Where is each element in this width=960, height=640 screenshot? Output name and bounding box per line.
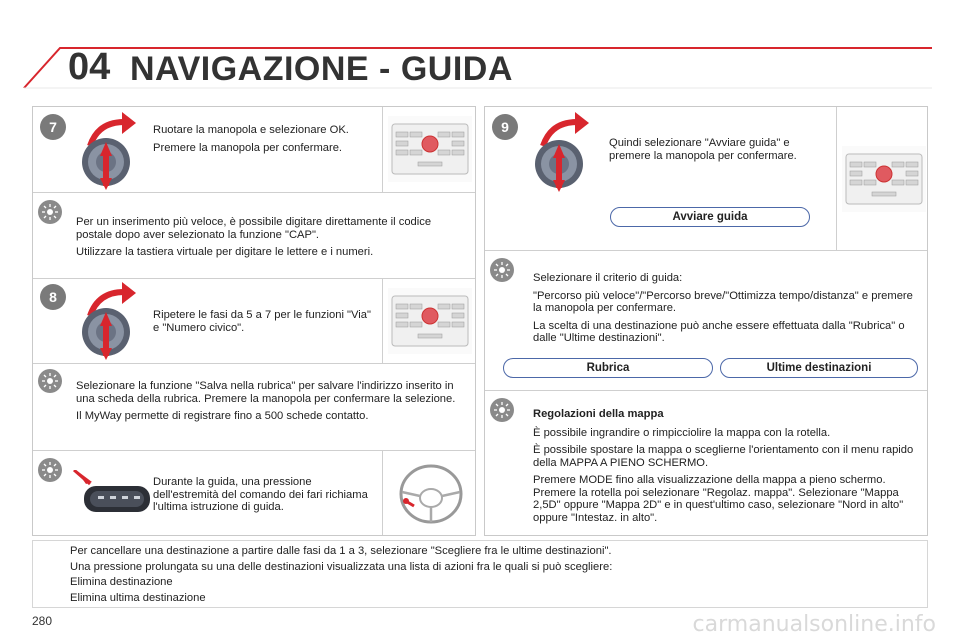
divider <box>485 390 927 391</box>
map-settings-title: Regolazioni della mappa <box>533 408 664 420</box>
divider <box>382 451 383 535</box>
step7-text <box>153 124 373 159</box>
radio-unit-icon <box>842 146 926 212</box>
step9-text <box>609 137 819 167</box>
watermark: carmanualsonline.info <box>692 612 936 637</box>
ultime-destinazioni-button[interactable]: Ultime destinazioni <box>720 358 918 378</box>
bottom-line: Elimina destinazione <box>70 576 173 588</box>
step9-line: Quindi selezionare "Avviare guida" e premere la manopola per confermare. <box>609 137 797 162</box>
tip2-text <box>76 380 466 428</box>
tip2-line: Il MyWay permette di registrare fino a 500 schede contatto. <box>76 410 369 422</box>
page-title: NAVIGAZIONE - GUIDA <box>130 50 513 88</box>
tip1-line: Per un inserimento più veloce, è possibile digitare direttamente il codice postale dopo aver selezionato la funzione "CAP". <box>76 216 432 241</box>
step-badge-7: 7 <box>40 114 66 140</box>
divider <box>382 279 383 363</box>
tip1-text <box>76 216 456 264</box>
step7-line: Premere la manopola per confermare. <box>153 141 343 154</box>
step-badge-8: 8 <box>40 284 66 310</box>
step8-text <box>153 309 373 339</box>
rotary-knob-icon <box>525 112 605 192</box>
radio-unit-icon <box>388 116 472 182</box>
rotary-knob-icon <box>72 282 152 360</box>
divider <box>33 192 475 193</box>
bottom-line: Elimina ultima destinazione <box>70 591 206 604</box>
rotary-knob-icon <box>72 112 152 190</box>
tip1-line: Utilizzare la tastiera virtuale per digitare le lettere e i numeri. <box>76 246 374 258</box>
divider <box>33 278 475 279</box>
right-tip2-text <box>533 408 918 529</box>
tip3-text <box>153 476 378 519</box>
divider <box>382 107 383 192</box>
avviare-guida-button[interactable]: Avviare guida <box>610 207 810 227</box>
divider <box>836 107 837 250</box>
step7-line: Ruotare la manopola e selezionare OK. <box>153 124 349 136</box>
step8-line: Ripetere le fasi da 5 a 7 per le funzioni "Via" e "Numero civico". <box>153 309 371 334</box>
tip-lightbulb-icon <box>490 258 514 282</box>
bottom-line: Una pressione prolungata su una delle destinazioni visualizzata una lista di azioni fra le quali si può scegliere: <box>70 560 613 573</box>
tip-lightbulb-icon <box>38 200 62 224</box>
right-tip2-line: È possibile ingrandire o rimpicciolire la mappa con la rotella. <box>533 426 831 439</box>
right-tip2-line: Premere MODE fino alla visualizzazione della mappa a pieno schermo. Premere la rotella poi selezionare "Regolaz. mappa". Selezionare "Mappa 2,5D" oppure "Mappa 2D" e in quest'ultimo caso, selezionare "Nord in alto" oppure "Intestaz. in alto". <box>533 474 904 524</box>
chapter-number: 04 <box>68 46 111 88</box>
tip3-line: Durante la guida, una pressione dell'estremità del comando dei fari richiama l'ultima istruzione di guida. <box>153 476 368 513</box>
right-tip1-text <box>533 272 918 350</box>
rubrica-button[interactable]: Rubrica <box>503 358 713 378</box>
tip-lightbulb-icon <box>38 369 62 393</box>
bottom-line: Per cancellare una destinazione a partire dalle fasi da 1 a 3, selezionare "Scegliere fra le ultime destinazioni". <box>70 545 612 557</box>
tip2-line: Selezionare la funzione "Salva nella rubrica" per salvare l'indirizzo inserito in una scheda della rubrica. Premere la manopola per confermare la selezione. <box>76 380 456 405</box>
step-badge-9: 9 <box>492 114 518 140</box>
right-tip1-line: La scelta di una destinazione può anche essere effettuata dalla "Rubrica" o dalle "Ultime destinazioni". <box>533 319 905 344</box>
divider <box>485 250 927 251</box>
headlamp-stalk-icon <box>70 470 152 520</box>
tip-lightbulb-icon <box>38 458 62 482</box>
steering-wheel-icon <box>396 462 466 526</box>
tip-lightbulb-icon <box>490 398 514 422</box>
page-number: 280 <box>32 614 53 628</box>
right-tip1-line: Selezionare il criterio di guida: <box>533 272 683 284</box>
radio-unit-icon <box>388 288 472 354</box>
divider <box>33 450 475 451</box>
right-tip2-line: È possibile spostare la mappa o sceglierne l'orientamento con il menu rapido della MAPPA A PIENO SCHERMO. <box>533 444 914 469</box>
right-tip1-line: "Percorso più veloce"/"Percorso breve/"Ottimizza tempo/distanza" e premere la manopola per confermare. <box>533 289 913 314</box>
bottom-note-text <box>70 545 910 604</box>
divider <box>33 363 475 364</box>
